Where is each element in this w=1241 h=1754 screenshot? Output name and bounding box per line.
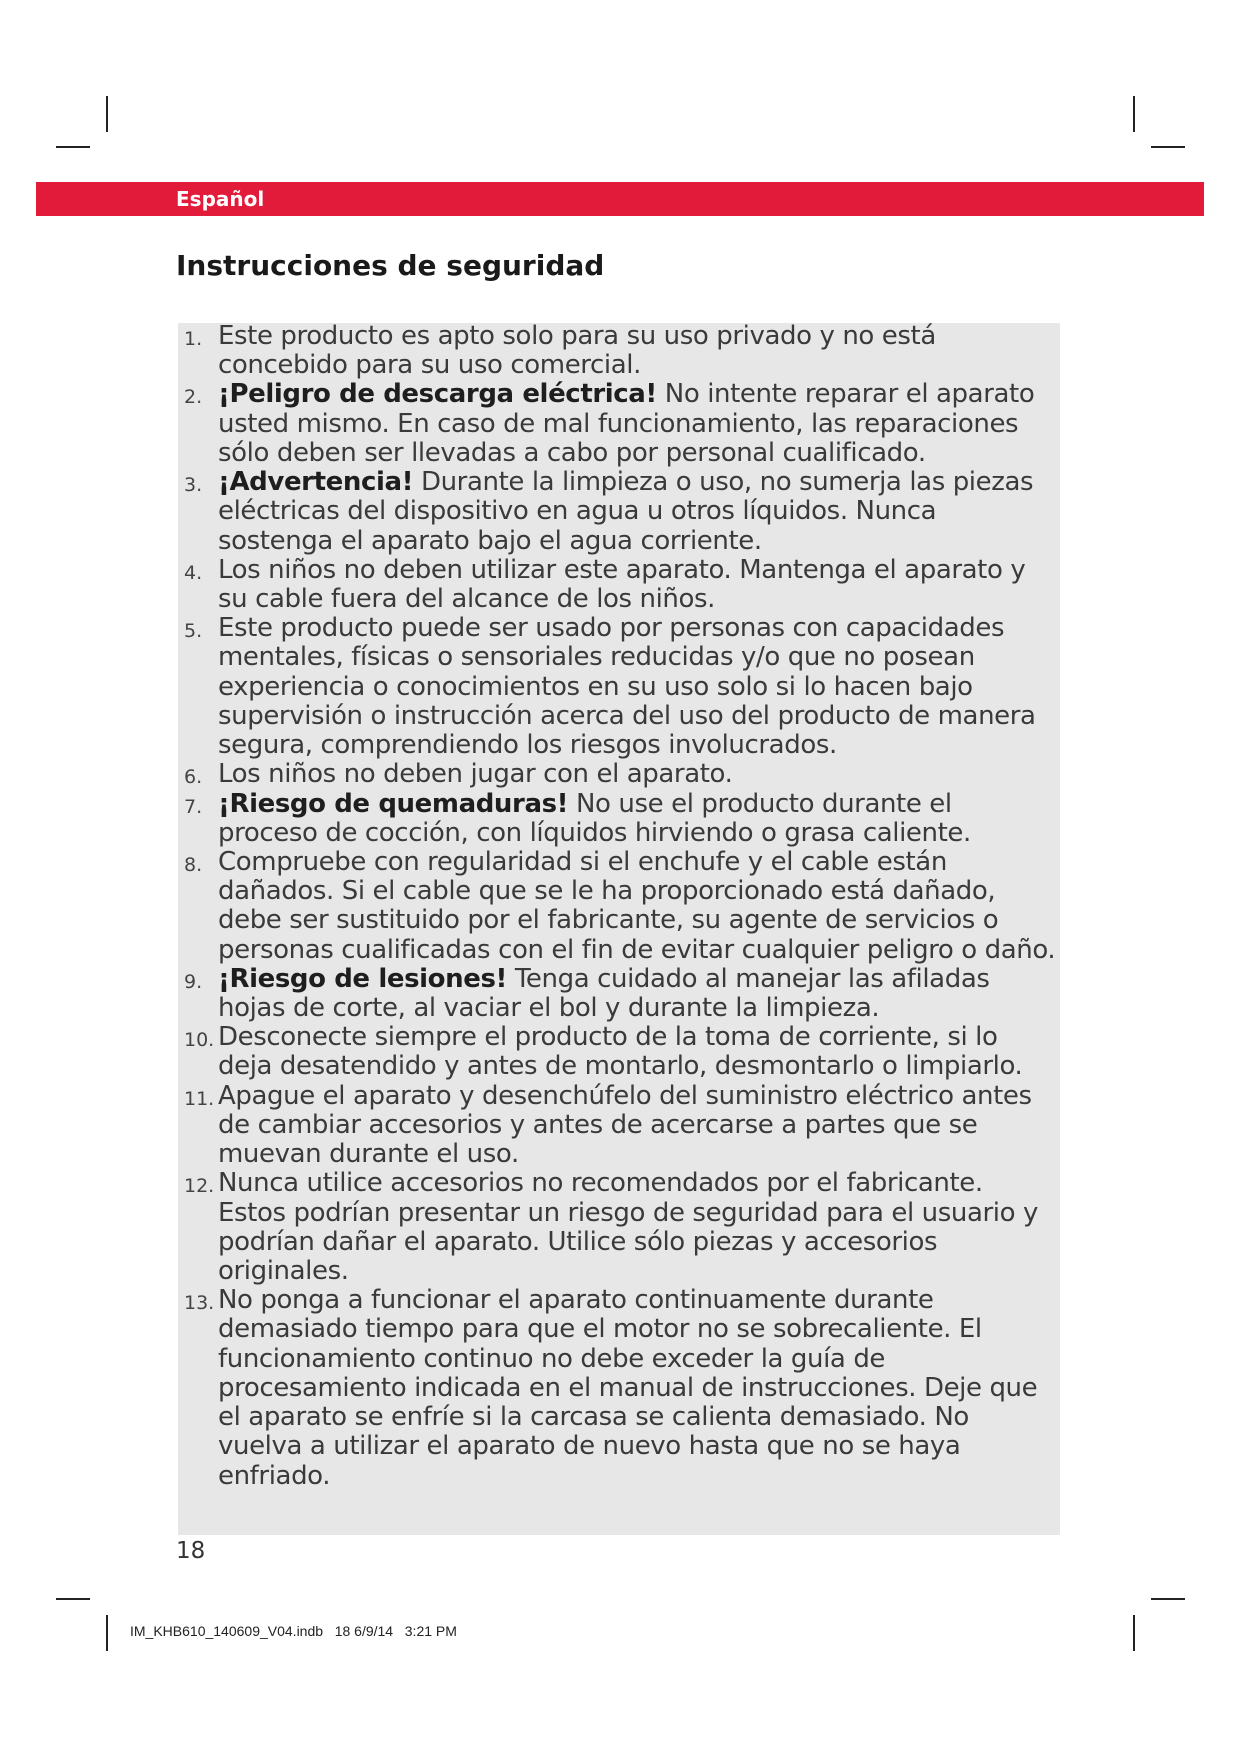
item-text: Este producto es apto solo para su uso privado y no está concebido para su uso comercial. xyxy=(218,321,936,381)
item-number: 9. xyxy=(184,970,203,993)
list-item xyxy=(182,848,1058,965)
item-number: 7. xyxy=(184,795,203,818)
crop-mark-top-right-horizontal xyxy=(1151,146,1185,148)
item-number: 10. xyxy=(184,1029,215,1052)
language-label: Español xyxy=(176,187,265,211)
list-item xyxy=(182,614,1058,760)
list-item xyxy=(182,965,1058,1023)
item-warning-lead: ¡Riesgo de lesiones! xyxy=(218,963,507,994)
list-item xyxy=(182,790,1058,848)
safety-instructions-list xyxy=(182,322,1058,1491)
item-text: Apague el aparato y desenchúfelo del suministro eléctrico antes de cambiar accesorios y antes de acercarse a partes que se muevan durante el uso. xyxy=(218,1080,1032,1170)
crop-mark-bottom-left-horizontal xyxy=(56,1598,90,1600)
item-text: No ponga a funcionar el aparato continuamente durante demasiado tiempo para que el motor no se sobrecaliente. El funcionamiento continuo no debe exceder la guía de procesamiento indicada en el manual de instrucciones. Deje que el aparato se enfríe si la carcasa se calienta demasiado. No vuelva a utilizar el aparato de nuevo hasta que no se haya enfriado. xyxy=(218,1285,1038,1491)
item-text: Este producto puede ser usado por personas con capacidades mentales, físicas o sensoriales reducidas y/o que no posean experiencia o conocimientos en su uso solo si lo hacen bajo supervisión o instrucción acerca del uso del producto de manera segura, comprendiendo los riesgos involucrados. xyxy=(218,613,1036,761)
item-warning-lead: ¡Advertencia! xyxy=(218,467,414,498)
page-number: 18 xyxy=(176,1538,206,1564)
crop-mark-top-left-vertical xyxy=(106,96,108,132)
item-number: 1. xyxy=(184,328,203,350)
item-number: 2. xyxy=(184,386,203,409)
item-text: Nunca utilice accesorios no recomendados por el fabricante. Estos podrían presentar un riesgo de seguridad para el usuario y podrían dañar el aparato. Utilice sólo piezas y accesorios originales. xyxy=(218,1168,1038,1286)
list-item xyxy=(182,1169,1058,1286)
language-header-bar xyxy=(36,182,1204,216)
list-item xyxy=(182,556,1058,614)
item-number: 6. xyxy=(184,766,203,789)
list-item xyxy=(182,380,1058,468)
item-number: 11. xyxy=(184,1087,215,1110)
crop-mark-bottom-right-horizontal xyxy=(1151,1598,1185,1600)
item-number: 3. xyxy=(184,474,203,497)
item-warning-lead: ¡Peligro de descarga eléctrica! xyxy=(218,379,657,410)
crop-mark-top-left-horizontal xyxy=(56,146,90,148)
item-text: No use el producto durante el proceso de cocción, con líquidos hirviendo o grasa caliente. xyxy=(218,788,971,848)
crop-mark-bottom-right-vertical xyxy=(1133,1615,1135,1651)
item-text: No intente reparar el aparato usted mismo. En caso de mal funcionamiento, las reparaciones sólo deben ser llevadas a cabo por personal cualificado. xyxy=(218,379,1035,468)
item-text: Los niños no deben jugar con el aparato. xyxy=(218,759,733,790)
list-item xyxy=(182,468,1058,556)
item-text: Durante la limpieza o uso, no sumerja las piezas eléctricas del dispositivo en agua u otros líquidos. Nunca sostenga el aparato bajo el agua corriente. xyxy=(218,467,1034,556)
list-item xyxy=(182,1082,1058,1170)
item-number: 5. xyxy=(184,620,203,643)
item-number: 8. xyxy=(184,853,203,876)
item-text: Desconecte siempre el producto de la toma de corriente, si lo deja desatendido y antes de montarlo, desmontarlo o limpiarlo. xyxy=(218,1022,1023,1082)
list-item xyxy=(182,322,1058,380)
item-number: 12. xyxy=(184,1175,215,1198)
list-item xyxy=(182,1023,1058,1081)
print-slug: IM_KHB610_140609_V04.indb 18 6/9/14 3:21 PM xyxy=(130,1623,457,1639)
page-title: Instrucciones de seguridad xyxy=(176,249,605,282)
item-number: 13. xyxy=(184,1292,215,1315)
crop-mark-top-right-vertical xyxy=(1133,96,1135,132)
item-text: Tenga cuidado al manejar las afiladas hojas de corte, al vaciar el bol y durante la limpieza. xyxy=(218,963,990,1024)
crop-mark-bottom-left-vertical xyxy=(106,1615,108,1651)
item-warning-lead: ¡Riesgo de quemaduras! xyxy=(218,788,569,819)
list-item xyxy=(182,1286,1058,1491)
list-item xyxy=(182,760,1058,789)
item-text: Compruebe con regularidad si el enchufe y el cable están dañados. Si el cable que se le ha proporcionado está dañado, debe ser sustituido por el fabricante, su agente de servicios o personas cualificadas con el fin de evitar cualquier peligro o daño. xyxy=(218,846,1056,965)
item-number: 4. xyxy=(184,561,203,584)
item-text: Los niños no deben utilizar este aparato. Mantenga el aparato y su cable fuera del alcance de los niños. xyxy=(218,554,1026,614)
